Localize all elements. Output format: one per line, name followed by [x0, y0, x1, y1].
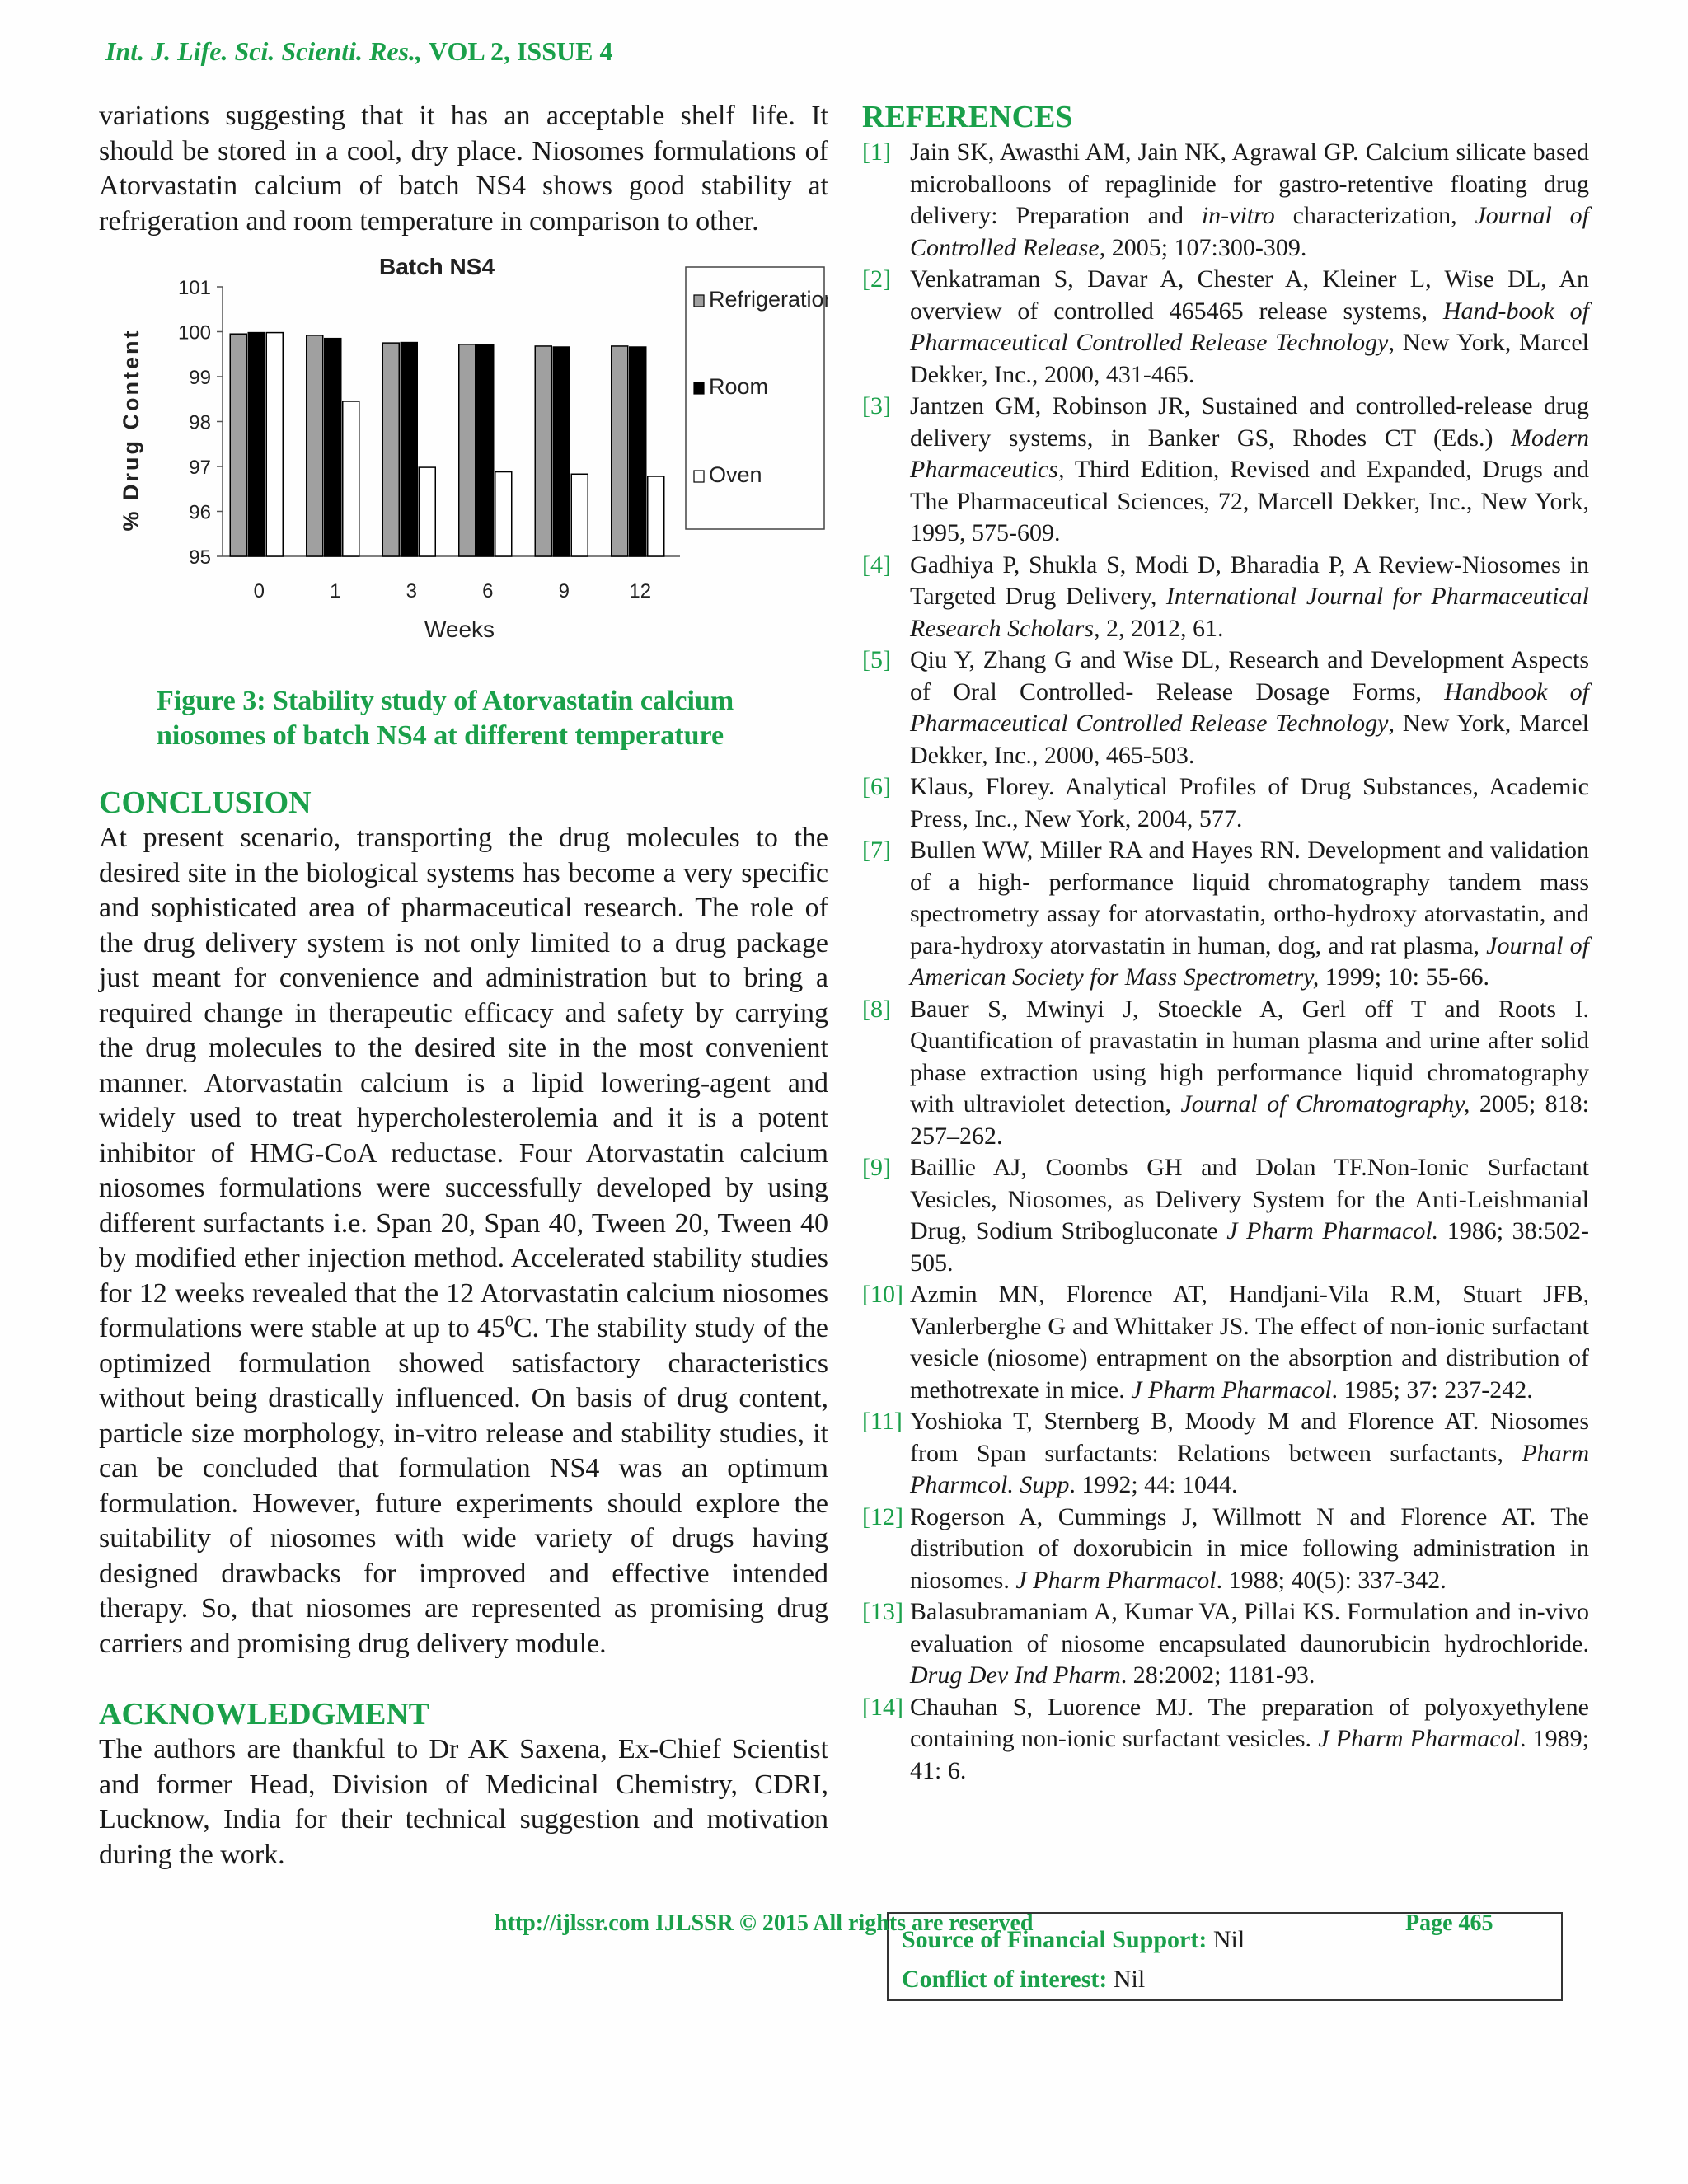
reference-item [862, 1279, 1589, 1406]
reference-segment: Gadhiya P, Shukla S, Modi D, Bharadia P, A Review-Niosomes in Targeted Drug Delivery, [910, 551, 1589, 610]
y-tick-label: 99 [189, 367, 211, 389]
conclusion-paragraph [99, 821, 828, 1661]
reference-segment: Third Edition, Revised and Expanded, Drugs and The Pharmaceutical Sciences, 72, Marcell Dekker, Inc., New York, 1995, 575-609. [910, 456, 1589, 546]
y-tick-label: 101 [177, 277, 211, 299]
bar-refrigeration-week-12 [612, 346, 628, 556]
legend-swatch-refrigeration [694, 295, 704, 307]
bar-oven-week-3 [419, 467, 435, 556]
reference-text [910, 264, 1589, 391]
reference-segment: 2005; 107:300-309. [1105, 233, 1307, 261]
reference-segment: , New York, Marcel Dekker, Inc., 2000, 465-503. [910, 710, 1589, 769]
reference-segment: Baillie AJ, Coombs GH and Dolan TF.Non-Ionic Surfactant Vesicles, Niosomes, as Delivery System for the Anti-Leishmanial Drug, Sodium Stribogluconate [910, 1154, 1589, 1244]
reference-italic-segment: Hand-book of Pharmaceutical Controlled Release Technology [910, 297, 1589, 356]
reference-item [862, 1502, 1589, 1597]
reference-segment: 2005; 818: 257–262. [910, 1090, 1589, 1150]
reference-item [862, 137, 1589, 264]
stability-bar-chart [99, 255, 828, 684]
acknowledgment-paragraph: The authors are thankful to Dr AK Saxena, Ex-Chief Scientist and former Head, Division of Medicinal Chemistry, CDRI, Lucknow, India for their technical suggestion and motivation during the work. [99, 1734, 828, 1870]
reference-text [910, 644, 1589, 771]
reference-segment: Balasubramaniam A, Kumar VA, Pillai KS. Formulation and in-vivo evaluation of niosome encapsulated daunorubicin hydrochloride. [910, 1598, 1589, 1657]
x-tick-label: 12 [629, 580, 652, 602]
reference-italic-segment: Journal of Controlled Release, [910, 202, 1589, 261]
reference-segment: . 1985; 37: 237-242. [1331, 1376, 1533, 1404]
left-column [99, 99, 828, 1872]
reference-number: [3] [862, 392, 891, 419]
reference-segment: Azmin MN, Florence AT, Handjani-Vila R.M, Stuart JFB, Vanlerberghe G and Whittaker JS. The effect of non-ionic surfactant vesicle (niosome) entrapment on the absorption and distribution of methotrexate in mice. [910, 1281, 1589, 1404]
bar-room-week-9 [553, 347, 570, 556]
reference-segment: . 1988; 40(5): 337-342. [1216, 1566, 1447, 1594]
bar-room-week-0 [248, 333, 265, 556]
reference-segment: . 1992; 44: 1044. [1069, 1471, 1238, 1498]
figure-3 [99, 255, 828, 684]
footer-url: http://ijlssr.com IJLSSR © 2015 All rights are reserved [495, 1910, 1034, 1936]
bar-oven-week-9 [571, 474, 588, 556]
reference-number: [14] [862, 1693, 903, 1721]
reference-number: [4] [862, 551, 891, 579]
reference-segment: 2, 2012, 61. [1100, 614, 1224, 642]
reference-segment: Chauhan S, Luorence MJ. The preparation of polyoxyethylene containing non-ionic surfactant vesicles. [910, 1693, 1589, 1752]
reference-number: [2] [862, 265, 891, 293]
reference-segment: , New York, Marcel Dekker, Inc., 2000, 431-465. [910, 329, 1589, 388]
x-tick-label: 6 [482, 580, 494, 602]
bar-refrigeration-week-0 [230, 334, 246, 556]
bar-room-week-1 [325, 339, 341, 556]
bar-oven-week-0 [266, 333, 283, 556]
figure-caption: Figure 3: Stability study of Atorvastatin calcium niosomes of batch NS4 at different temperature [157, 686, 734, 751]
reference-italic-segment: J Pharm Pharmacol [1318, 1725, 1520, 1752]
x-tick-label: 1 [330, 580, 341, 602]
references-heading: REFERENCES [862, 100, 1073, 134]
footer-page-number: Page 465 [1405, 1910, 1493, 1936]
reference-item [862, 1596, 1589, 1692]
bar-refrigeration-week-6 [459, 344, 476, 556]
journal-header [106, 36, 612, 67]
reference-number: [9] [862, 1154, 891, 1181]
journal-abbrev: Int. J. Life. Sci. Scienti. Res., [106, 36, 422, 66]
degree-superscript: 0 [504, 1312, 513, 1331]
bar-refrigeration-week-1 [307, 335, 323, 556]
reference-segment: Bauer S, Mwinyi J, Stoeckle A, Gerl off T and Roots I. Quantification of pravastatin in human plasma and urine after solid phase extraction using high performance liquid chromatography with ultraviolet detection, [910, 995, 1589, 1118]
conflict-label: Conflict of interest: [902, 1966, 1108, 1993]
reference-text [910, 391, 1589, 550]
y-tick-label: 97 [189, 457, 211, 479]
bar-refrigeration-week-9 [535, 346, 551, 556]
conflict-value: Nil [1107, 1966, 1146, 1993]
reference-segment: Venkatraman S, Davar A, Chester A, Kleiner L, Wise DL, An overview of controlled 465465 release systems, [910, 265, 1589, 325]
reference-italic-segment: Journal of Chromatography, [1180, 1090, 1470, 1118]
y-tick-label: 98 [189, 411, 211, 434]
legend-label-refrigeration: Refrigeration [709, 287, 828, 312]
reference-text [910, 1279, 1589, 1406]
acknowledgment-heading: ACKNOWLEDGMENT [99, 1697, 430, 1732]
reference-item [862, 1406, 1589, 1502]
reference-item [862, 1152, 1589, 1279]
reference-number: [10] [862, 1281, 903, 1308]
x-tick-label: 0 [253, 580, 265, 602]
reference-italic-segment: J Pharm Pharmacol [1131, 1376, 1332, 1404]
reference-number: [7] [862, 837, 891, 864]
bar-room-week-12 [630, 347, 646, 556]
reference-segment: Klaus, Florey. Analytical Profiles of Drug Substances, Academic Press, Inc., New York, 2004, 577. [910, 773, 1589, 832]
legend-swatch-room [694, 382, 704, 394]
reference-number: [1] [862, 138, 891, 166]
bar-oven-week-1 [343, 401, 359, 556]
reference-italic-segment: Drug Dev Ind Pharm [910, 1661, 1121, 1689]
reference-list [862, 137, 1589, 1787]
reference-segment: . 28:2002; 1181-93. [1120, 1661, 1315, 1689]
bar-room-week-3 [401, 343, 417, 556]
reference-segment: Rogerson A, Cummings J, Willmott N and Florence AT. The distribution of doxorubicin in mice following administration in niosomes. [910, 1502, 1589, 1594]
reference-segment: Yoshioka T, Sternberg B, Moody M and Florence AT. Niosomes from Span surfactants: Relations between surfactants, [910, 1408, 1589, 1467]
reference-segment: Jantzen GM, Robinson JR, Sustained and controlled-release drug delivery systems, in Banker GS, Rhodes CT (Eds.) [910, 392, 1589, 452]
reference-italic-segment: International Journal for Pharmaceutical Research Scholars, [910, 583, 1589, 642]
reference-text [910, 994, 1589, 1153]
bar-oven-week-6 [495, 472, 512, 556]
reference-segment: Jain SK, Awasthi AM, Jain NK, Agrawal GP. Calcium silicate based microballoons of repaglinide for gastro-retentive floating drug delivery: Preparation and [910, 138, 1589, 229]
reference-text [910, 771, 1589, 835]
reference-item [862, 994, 1589, 1153]
y-tick-label: 100 [177, 321, 211, 344]
x-tick-label: 9 [558, 580, 570, 602]
chart-title: Batch NS4 [378, 255, 495, 279]
y-axis-label: % Drug Content [119, 328, 143, 532]
right-column [862, 99, 1589, 1787]
reference-text [910, 1152, 1589, 1279]
reference-text [910, 1692, 1589, 1788]
financial-support-label: Source of Financial Support: [902, 1926, 1207, 1953]
reference-italic-segment: J Pharm Pharmacol. [1226, 1217, 1439, 1244]
reference-text [910, 550, 1589, 645]
reference-number: [6] [862, 773, 891, 800]
x-tick-label: 3 [406, 580, 417, 602]
reference-segment: Qiu Y, Zhang G and Wise DL, Research and Development Aspects of Oral Controlled- Release Dosage Forms, [910, 646, 1589, 705]
legend-label-room: Room [709, 374, 769, 399]
reference-item [862, 550, 1589, 645]
conclusion-text-2: C. The stability study of the optimized formulation showed satisfactory characteristics without being drastically influenced. On basis of drug content, particle size morphology, in-vitro release and stability studies, it can be concluded that formulation NS4 was an optimum formulation. However, future experiments should explore the suitability of niosomes with wide variety of drugs having designed drawbacks for improved and effective intended therapy. So, that niosomes are represented as promising drug carriers and promising drug delivery module. [99, 1313, 828, 1659]
reference-italic-segment: Journal of American Society for Mass Spectrometry, [910, 931, 1589, 991]
intro-paragraph: variations suggesting that it has an acceptable shelf life. It should be stored in a cool, dry place. Niosomes formulations of Atorvastatin calcium of batch NS4 shows good stability at refrigeration and room temperature in comparison to other. [99, 101, 828, 237]
reference-italic-segment: J Pharm Pharmacol [1015, 1566, 1217, 1594]
reference-text [910, 1502, 1589, 1597]
reference-text [910, 137, 1589, 264]
legend-label-oven: Oven [709, 462, 762, 487]
reference-italic-segment: in-vitro [1201, 202, 1275, 229]
reference-segment: 1986; 38:502-505. [910, 1217, 1589, 1277]
reference-italic-segment: Modern Pharmaceutics, [910, 424, 1589, 483]
reference-number: [13] [862, 1598, 903, 1625]
reference-number: [11] [862, 1408, 903, 1435]
reference-text [910, 1596, 1589, 1692]
financial-support-value: Nil [1207, 1926, 1245, 1953]
volume-issue: VOL 2, ISSUE 4 [429, 36, 613, 66]
reference-segment: . 1989; 41: 6. [910, 1725, 1590, 1784]
reference-number: [5] [862, 646, 891, 673]
bar-room-week-6 [477, 344, 494, 556]
conflict-line [902, 1960, 1548, 1999]
conclusion-text-1: At present scenario, transporting the drug molecules to the desired site in the biological systems has become a very specific and sophisticated area of pharmaceutical research. The role of the drug delivery system is not only limited to a drug package just meant for convenience and administration but to bring a required change in therapeutic efficacy and safety by carrying the drug molecules to the desired site in the most convenient manner. Atorvastatin calcium is a lipid lowering-agent and widely used to treat hypercholesterolemia and it is a potent inhibitor of HMG-CoA reductase. Four Atorvastatin calcium niosomes formulations were successfully developed by using different surfactants i.e. Span 20, Span 40, Tween 20, Tween 40 by modified ether injection method. Accelerated stability studies for 12 weeks revealed that the 12 Atorvastatin calcium niosomes formulations were stable at up to 45 [99, 823, 828, 1343]
reference-segment: 1999; 10: 55-66. [1319, 963, 1489, 991]
reference-item [862, 644, 1589, 771]
reference-text [910, 1406, 1589, 1502]
reference-item [862, 771, 1589, 835]
reference-item [862, 391, 1589, 550]
reference-text [910, 835, 1589, 994]
bar-oven-week-12 [648, 476, 664, 556]
bar-refrigeration-week-3 [382, 343, 399, 556]
reference-item [862, 264, 1589, 391]
y-tick-label: 96 [189, 501, 211, 524]
reference-item [862, 835, 1589, 994]
conclusion-heading: CONCLUSION [99, 785, 312, 820]
legend-swatch-oven [694, 471, 704, 482]
reference-number: [8] [862, 995, 891, 1023]
reference-segment: characterization, [1274, 202, 1475, 229]
reference-number: [12] [862, 1502, 903, 1530]
y-tick-label: 95 [189, 546, 211, 569]
reference-item [862, 1692, 1589, 1788]
reference-italic-segment: Handbook of Pharmaceutical Controlled Release Technology [910, 677, 1589, 737]
x-axis-label: Weeks [424, 616, 495, 642]
reference-italic-segment: Pharm Pharmcol. Supp [910, 1439, 1589, 1498]
reference-segment: Bullen WW, Miller RA and Hayes RN. Development and validation of a high- performance liquid chromatography tandem mass spectrometry assay for atorvastatin, ortho-hydroxy atorvastatin, and para-hydroxy atorvastatin in human, dog, and rat plasma, [910, 837, 1589, 959]
